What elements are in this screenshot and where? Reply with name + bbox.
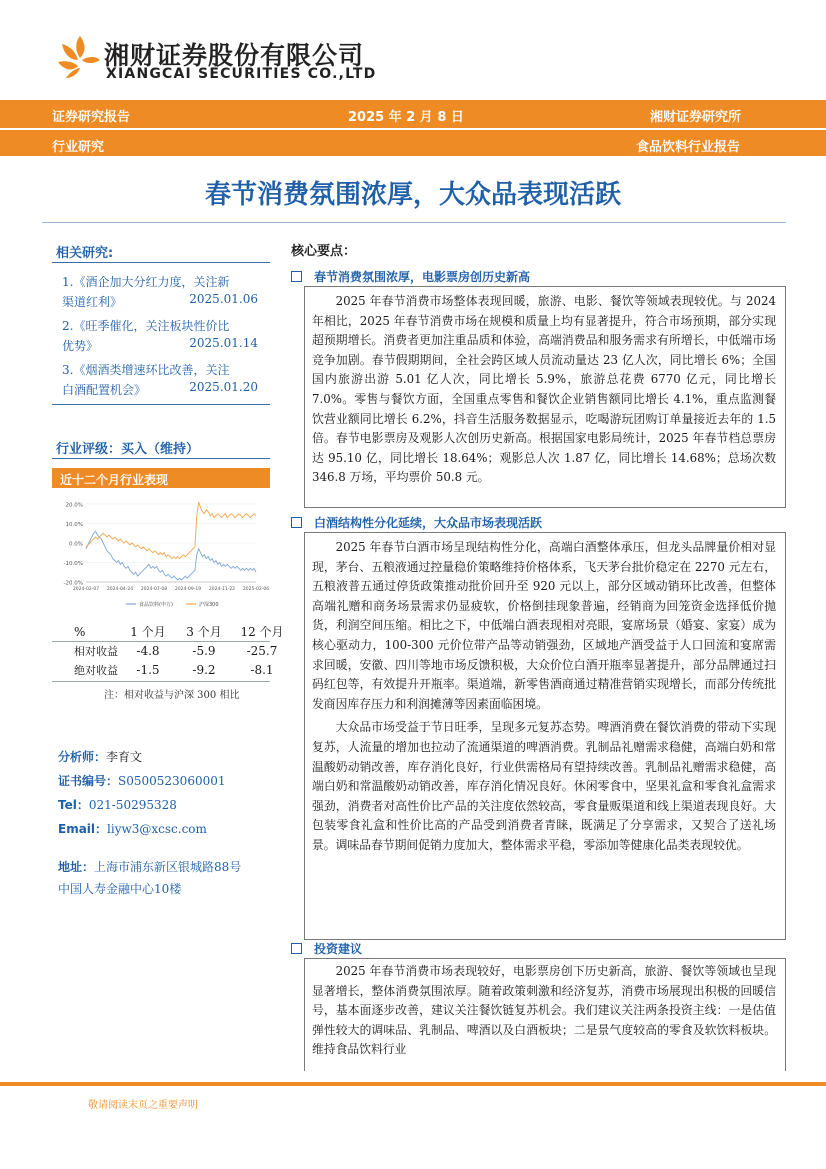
analyst-name: 李育文: [106, 750, 143, 764]
y-tick-label: 10.0%: [65, 521, 83, 528]
industry-report-label: 食品饮料行业报告: [636, 140, 741, 155]
y-tick-label: 20.0%: [65, 502, 83, 509]
core-points-heading: 核心要点：: [291, 244, 357, 259]
tel-number: 021-50295328: [88, 798, 177, 812]
y-tick-label: 0.0%: [69, 541, 83, 548]
industry-rating: 行业评级：买入（维持）: [56, 442, 200, 457]
chart-header: 近十二个月行业表现: [52, 468, 270, 488]
cert-line: 证书编号：S0500523060001: [58, 774, 226, 788]
address-line: 地址：上海市浦东新区银城路88号: [58, 860, 242, 874]
table-header-divider: [52, 641, 270, 642]
company-name-cn: 湘财证券股份有限公司: [104, 41, 365, 70]
series-line: [86, 531, 256, 580]
institute-name: 湘财证券研究所: [650, 110, 742, 125]
footer-bar: [0, 1082, 826, 1086]
related-item[interactable]: 2.《旺季催化，关注板块性价比 优势》 2025.01.14: [62, 319, 258, 353]
email-line: Email：liyw3@xcsc.com: [58, 822, 207, 836]
checkbox-square-icon: [291, 517, 302, 528]
x-tick-label: 2024-07-08: [140, 587, 168, 592]
y-tick-label: -10.0%: [63, 560, 83, 567]
x-tick-label: 2024-04-24: [106, 587, 134, 592]
checkbox-square-icon: [291, 271, 302, 282]
x-tick-label: 2024-11-22: [208, 587, 236, 592]
related-research-list: [62, 272, 272, 404]
performance-table: [72, 622, 292, 679]
related-item[interactable]: 1.《酒企加大分红力度，关注新 渠道红利》 2025.01.06: [62, 275, 258, 309]
email-address[interactable]: liyw3@xcsc.com: [107, 822, 207, 836]
research-category: 行业研究: [52, 140, 105, 155]
company-logo-icon: [56, 34, 102, 80]
table-row: 相对收益 -4.8 -5.9 -25.7: [74, 643, 278, 658]
table-bottom-divider: [52, 681, 270, 682]
tel-line: Tel：021-50295328: [58, 798, 177, 812]
table-header-row: % 1 个月 3 个月 12 个月: [74, 624, 284, 639]
cert-number: S0500523060001: [118, 774, 226, 788]
x-tick-label: 2025-02-06: [242, 587, 270, 592]
table-note: 注：相对收益与沪深 300 相比: [104, 690, 240, 701]
legend-label: 沪深300: [199, 602, 219, 608]
related-research-heading: 相关研究:: [56, 246, 114, 261]
title-divider: [42, 222, 786, 223]
section-title-1: 春节消费氛围浓厚，电影票房创历史新高: [291, 268, 530, 285]
company-name-en: XIANGCAI SECURITIES CO.,LTD: [106, 66, 377, 82]
section-2-body: 2025 年春节白酒市场呈现结构性分化，高端白酒整体承压，但龙头品牌量价相对显现，茅台、五粮液通过控量稳价策略维持价格体系，飞天茅台批价稳定在 2270 元左右，五粮液普五通过停货政策推动批价回升至 920 元以上，部分区域动销环比改善，但整体高端礼赠和商务场景需求仍显疲软，价格倒挂现象普遍，经销商为回笼资金选择低价抛货，利润空间压缩。相比之下，中低端白酒表现相对亮眼，宴席场景（婚宴、家宴）成为核心驱动力，100-300 元价位带产品等动销强劲，区域地产酒受益于人口回流和宴席需求回暖，安徽、四川等地市场反馈积极，大众价位白酒开瓶率显著提升，部分品牌通过扫码红包等，有效提升开瓶率。渠道端，新零售酒商通过精准营销实现增长，而部分传统批发商因库存压力和利润摊薄等因素面临困境。 大众品市场受益于节日旺季，呈现多元复苏态势。啤酒消费在餐饮消费的带动下实现复苏，人流量的增加也拉动了流通渠道的啤酒消费。乳制品礼赠需求稳健，高端白奶和常温酸奶动销改善，库存消化良好，行业供需格局有望持续改善。乳制品礼赠需求稳健，高端白奶和常温酸奶动销改善，库存消化情况良好。休闲零食中，坚果礼盒和零食礼盒需求强劲，消费者对高性价比产品的关注度依然较高，零食量贩渠道和线上渠道表现良好。大包装零食礼盒和性价比高的产品受到消费者青睐，既满足了分享需求，又契合了送礼场景。调味品春节期间促销力度加大，整体需求平稳，零添加等健康化品类表现较优。: [312, 540, 776, 852]
y-tick-label: -20.0%: [63, 580, 83, 587]
series-line: [86, 502, 256, 559]
table-row: 绝对收益 -1.5 -9.2 -8.1: [74, 662, 274, 677]
report-title: 春节消费氛围浓厚，大众品表现活跃: [204, 180, 621, 210]
section-1-body: 2025 年春节消费市场整体表现回暖，旅游、电影、餐饮等领域表现较优。与 2024 年相比，2025 年春节消费市场在规模和质量上均有显著提升，符合市场预期，部分实现超预期增长。消费者更加注重品质和体验，高端消费品和服务需求有所增长，中低端市场竞争加剧。春节假期期间，全社会跨区域人员流动量达 23 亿人次，同比增长 6%；全国国内旅游出游 5.01 亿人次，同比增长 5.9%，旅游总花费 6770 亿元，同比增长 7.0%。零售与餐饮方面，全国重点零售和餐饮企业销售额同比增长 4.1%，重点监测餐饮营业额同比增长 6.2%，抖音生活服务数据显示，吃喝游玩团购订单量接近去年的 1.5 倍。春节电影票房及观影人次创历史新高。根据国家电影局统计，2025 年春节档总票房达 95.10 亿，同比增长 18.64%；观影总人次 1.87 亿，同比增长 14.68%；总场次数 346.8 万场，平均票价 50.8 元。: [312, 294, 776, 485]
performance-chart: [52, 492, 270, 612]
x-tick-label: 2024-02-07: [72, 587, 100, 592]
report-date: 2025 年 2 月 8 日: [348, 110, 464, 125]
rating-divider: [52, 458, 270, 459]
report-type: 证券研究报告: [52, 110, 131, 125]
footer-disclaimer[interactable]: 敬请阅读末页之重要声明: [88, 1100, 198, 1111]
address-a: 上海市浦东新区银城路88号: [94, 860, 242, 874]
header-band-bottom: [0, 130, 826, 156]
related-divider: [52, 262, 270, 263]
checkbox-square-icon: [291, 943, 302, 954]
related-item[interactable]: 3.《烟酒类增速环比改善，关注 白酒配置机会》 2025.01.20: [62, 363, 258, 397]
x-tick-label: 2024-09-19: [174, 587, 202, 592]
related-bottom-divider: [52, 404, 270, 405]
address-b: 中国人寿金融中心10楼: [58, 882, 182, 896]
section-3-body: 2025 年春节消费市场表现较好，电影票房创下历史新高，旅游、餐饮等领域也呈现显著增长，整体消费氛围浓厚。随着政策刺激和经济复苏，消费市场展现出积极的回暖信号，基本面逐步改善，建议关注餐饮链复苏机会。我们建议关注两条投资主线：一是估值弹性较大的调味品、乳制品、啤酒以及白酒板块；二是景气度较高的零食及软饮料板块。维持食品饮料行业: [312, 964, 776, 1057]
section-title-3: 投资建议: [291, 940, 362, 957]
section-title-2: 白酒结构性分化延续，大众品市场表现活跃: [291, 514, 542, 531]
header-band-top: [0, 100, 826, 128]
legend-label: 食品饮料(申万): [139, 602, 173, 608]
analyst-line: 分析师：李育文: [58, 750, 143, 764]
